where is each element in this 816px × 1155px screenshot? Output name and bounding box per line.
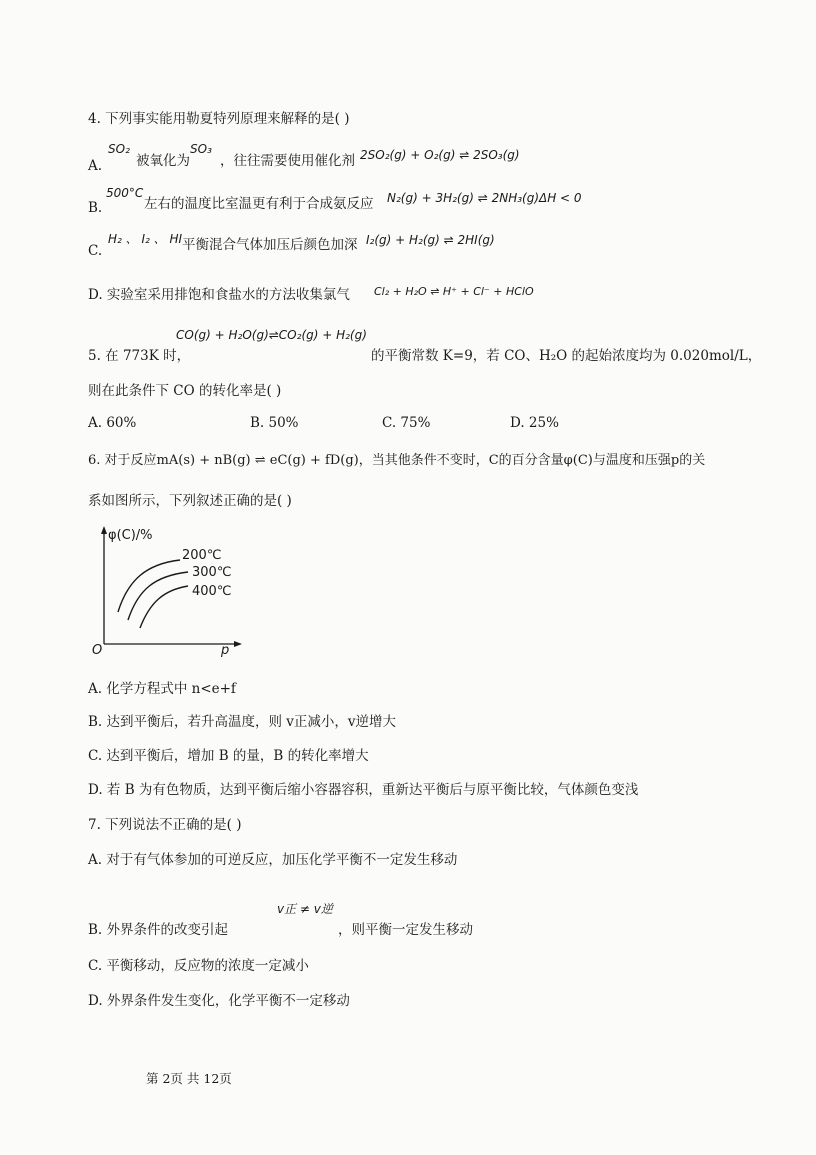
q5-stem-a: 5. 在 773K 时， (88, 348, 191, 364)
q4-b-equation: N₂(g) + 3H₂(g) ⇌ 2NH₃(g)ΔH < 0 (387, 191, 582, 205)
q7-option-b-text2: ，则平衡一定发生移动 (338, 922, 473, 938)
q5-stem-b: 的平衡常数 K=9，若 CO、H₂O 的起始浓度均为 0.020mol/L， (371, 348, 762, 364)
graph-y-label: φ(C)/% (108, 528, 153, 543)
q5-option-d: D. 25% (510, 415, 559, 431)
q4-c-formula: H₂ 、 I₂ 、 HI (108, 232, 183, 246)
curve-400 (140, 586, 188, 628)
q4-d-equation: Cl₂ + H₂O ⇌ H⁺ + Cl⁻ + HClO (374, 285, 534, 298)
graph-y-arrow (101, 526, 107, 534)
q7-option-c: C. 平衡移动，反应物的浓度一定减小 (88, 958, 309, 974)
q6-stem-b: 系如图所示，下列叙述正确的是( ) (88, 493, 292, 509)
q4-b-formula-temp: 500°C (106, 186, 144, 200)
q4-stem: 4. 下列事实能用勒夏特列原理来解释的是( ) (88, 111, 350, 127)
q5-stem-c: 则在此条件下 CO 的转化率是( ) (88, 383, 282, 399)
q7-stem: 7. 下列说法不正确的是( ) (88, 817, 242, 833)
graph-x-arrow (234, 641, 242, 647)
q4-a-text1: 被氧化为 (136, 153, 190, 169)
graph-x-label: p (221, 643, 230, 658)
q7-option-a: A. 对于有气体参加的可逆反应，加压化学平衡不一定发生移动 (88, 852, 458, 868)
q4-option-a-label: A. (88, 158, 103, 174)
q4-option-d: D. 实验室采用排饱和食盐水的方法收集氯气 (88, 287, 350, 303)
curve-label-400: 400℃ (192, 584, 232, 599)
q4-a-formula-so2: SO₂ (108, 142, 130, 156)
q5-option-b: B. 50% (250, 415, 299, 431)
q6-option-c: C. 达到平衡后，增加 B 的量，B 的转化率增大 (88, 748, 369, 764)
q6-option-a: A. 化学方程式中 n<e+f (88, 681, 236, 697)
q4-option-b-label: B. (88, 200, 103, 216)
q5-option-a: A. 60% (88, 415, 137, 431)
q4-a-text2: ，往往需要使用催化剂 (220, 153, 355, 169)
q4-a-formula-so3: SO₃ (190, 142, 212, 156)
q6-option-b: B. 达到平衡后，若升高温度，则 v正减小，v逆增大 (88, 714, 397, 730)
q4-option-c-label: C. (88, 243, 103, 259)
curve-label-300: 300℃ (192, 565, 232, 580)
q4-c-text1: 平衡混合气体加压后颜色加深 (182, 237, 358, 253)
q7-option-b-text1: B. 外界条件的改变引起 (88, 922, 229, 938)
q6-stem-a: 6. 对于反应mA(s) + nB(g) ⇌ eC(g) + fD(g)，当其他条件不变时，C的百分含量φ(C)与温度和压强p的关 (88, 453, 706, 468)
q5-equation: CO(g) + H₂O(g)⇌CO₂(g) + H₂(g) (176, 328, 367, 342)
q4-c-equation: I₂(g) + H₂(g) ⇌ 2HI(g) (366, 233, 495, 247)
q4-b-text1: 左右的温度比室温更有利于合成氨反应 (144, 196, 374, 212)
q7-option-d: D. 外界条件发生变化，化学平衡不一定移动 (88, 993, 350, 1009)
page-footer: 第 2页 共 12页 (146, 1071, 232, 1086)
q4-a-equation: 2SO₂(g) + O₂(g) ⇌ 2SO₃(g) (360, 148, 520, 162)
curve-label-200: 200℃ (182, 548, 222, 563)
q7-b-formula: v正 ≠ v逆 (277, 902, 333, 916)
q6-option-d: D. 若 B 为有色物质，达到平衡后缩小容器容积，重新达平衡后与原平衡比较，气体颜色变浅 (88, 782, 639, 798)
q5-option-c: C. 75% (382, 415, 431, 431)
graph-origin: O (92, 643, 103, 658)
